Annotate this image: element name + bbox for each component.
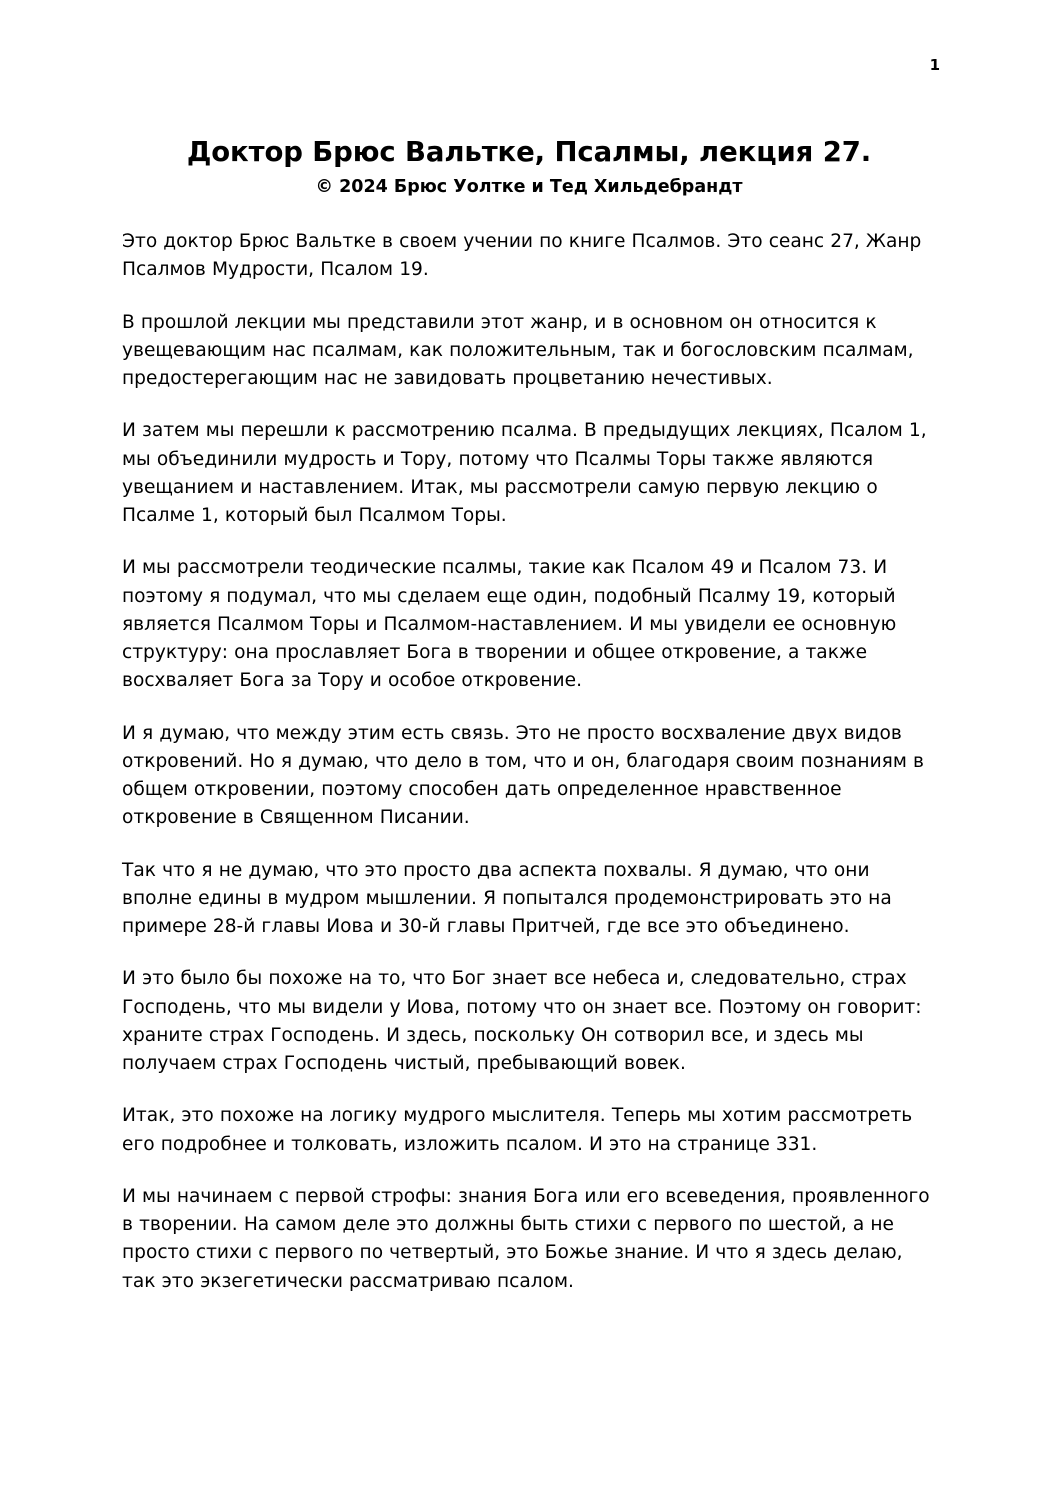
paragraph: И затем мы перешли к рассмотрению псалма. В предыдущих лекциях, Псалом 1, мы объединили мудрость и Тору, потому что Псалмы Торы также являются увещанием и наставлением. Итак, мы рассмотрели самую первую лекцию о Псалме 1, который был Псалмом Торы. (122, 420, 927, 526)
paragraph: Так что я не думаю, что это просто два аспекта похвалы. Я думаю, что они вполне едины в мудром мышлении. Я попытался продемонстрировать это на примере 28-й главы Иова и 30-й главы Притчей, где все это объединено. (122, 859, 892, 937)
paragraph: И я думаю, что между этим есть связь. Это не просто восхваление двух видов откровений. Но я думаю, что дело в том, что и он, благодаря своим познаниям в общем откровении, поэтому способен дать определенное нравственное откровение в Священном Писании. (122, 722, 924, 829)
copyright-line: © 2024 Брюс Уолтке и Тед Хильдебрандт (315, 177, 743, 197)
paragraph: Итак, это похоже на логику мудрого мыслителя. Теперь мы хотим рассмотреть его подробнее и толковать, изложить псалом. И это на странице 331. (122, 1105, 913, 1155)
paragraph: В прошлой лекции мы представили этот жанр, и в основном он относится к увещевающим нас псалмам, как положительным, так и богословским псалмам, предостерегающим нас не завидовать процветанию нечестивых. (122, 311, 914, 389)
paragraph: И мы начинаем с первой строфы: знания Бога или его всеведения, проявленного в творении. На самом деле это должны быть стихи с первого по шестой, а не просто стихи с первого по четвертый, это Божье знание. И что я здесь делаю, так это экзегетически рассматриваю псалом. (122, 1185, 930, 1292)
paragraph: И это было бы похоже на то, что Бог знает все небеса и, следовательно, страх Господень, что мы видели у Иова, потому что он знает все. Поэтому он говорит: храните страх Господень. И здесь, поскольку Он сотворил все, и здесь мы получаем страх Господень чистый, пребывающий вовек. (122, 968, 922, 1074)
page-title: Доктор Брюс Вальтке, Псалмы, лекция 27. (186, 136, 872, 168)
paragraph: И мы рассмотрели теодические псалмы, такие как Псалом 49 и Псалом 73. И поэтому я подумал, что мы сделаем еще один, подобный Псалму 19, который является Псалмом Торы и Псалмом-наставлением. И мы увидели ее основную структуру: она прославляет Бога в творении и общее откровение, а также восхваляет Бога за Тору и особое откровение. (122, 557, 897, 692)
page-number: 1 (929, 56, 940, 74)
document-body (122, 228, 936, 1296)
paragraph: Это доктор Брюс Вальтке в своем учении по книге Псалмов. Это сеанс 27, Жанр Псалмов Мудрости, Псалом 19. (122, 231, 922, 281)
